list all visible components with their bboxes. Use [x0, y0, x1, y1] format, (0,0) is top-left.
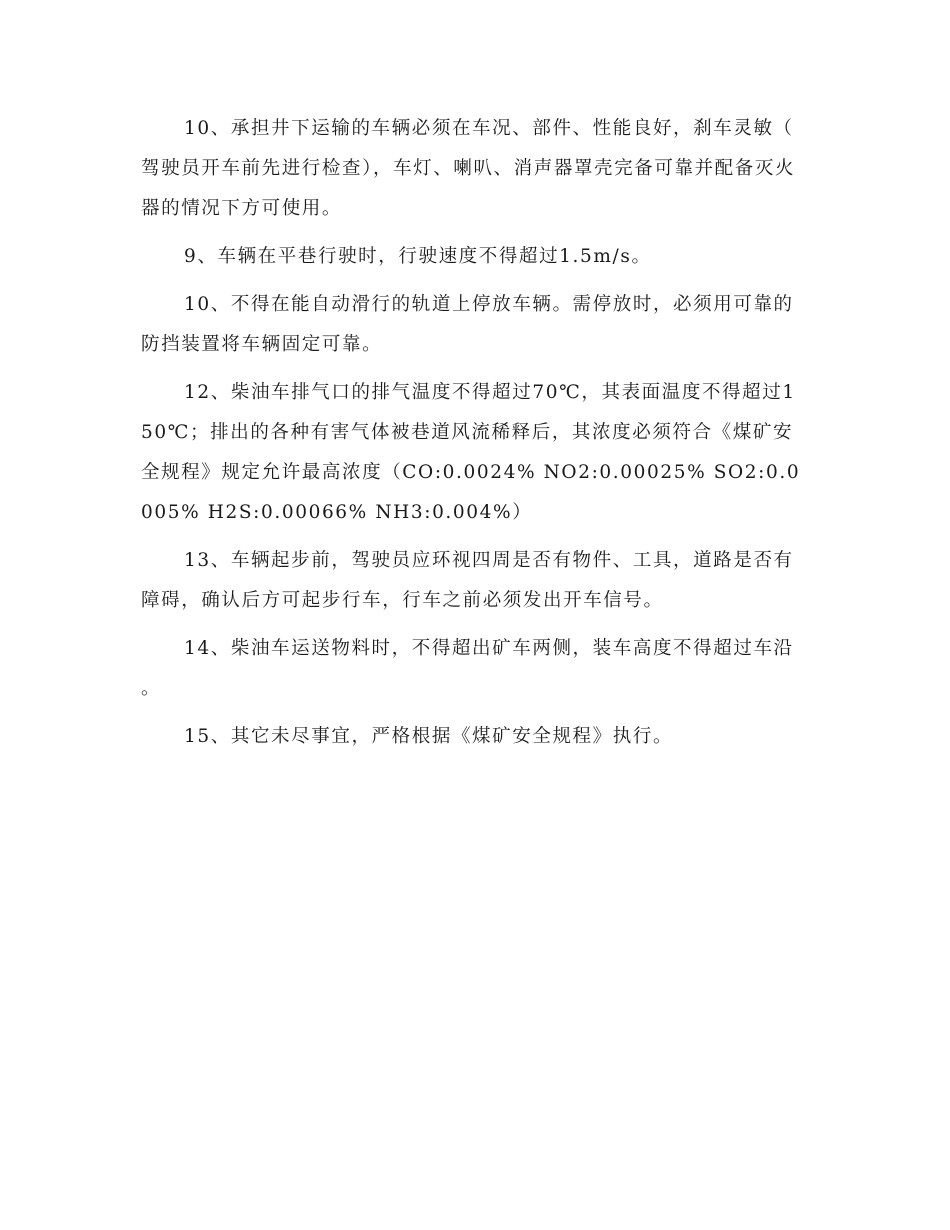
paragraph-item-9-speed-limit: 9、车辆在平巷行驶时，行驶速度不得超过1.5m/s。 [184, 246, 652, 267]
paragraph-item-10-vehicle-condition: 10、承担井下运输的车辆必须在车况、部件、性能良好，刹车灵敏（驾驶员开车前先进行检查），车灯、喇叭、消声器罩壳完备可靠并配备灭火器的情况下方可使用。 [141, 118, 796, 219]
paragraph-item-15-other: 15、其它未尽事宜，严格根据《煤矿安全规程》执行。 [184, 726, 674, 747]
document-body [141, 109, 801, 765]
paragraph-item-12-exhaust: 12、柴油车排气口的排气温度不得超过70℃，其表面温度不得超过150℃；排出的各种有害气体被巷道风流稀释后，其浓度必须符合《煤矿安全规程》规定允许最高浓度（CO:0.0024% NO2:0.00025% SO2:0.0005% H2S:0.00066% NH3:0.004%） [141, 382, 801, 523]
paragraph-item-10-parking: 10、不得在能自动滑行的轨道上停放车辆。需停放时，必须用可靠的防挡装置将车辆固定可靠。 [141, 294, 794, 355]
paragraph-item-14-loading: 14、柴油车运送物料时，不得超出矿车两侧，装车高度不得超过车沿。 [141, 638, 794, 699]
paragraph-item-13-startup: 13、车辆起步前，驾驶员应环视四周是否有物件、工具，道路是否有障碍，确认后方可起步行车，行车之前必须发出开车信号。 [141, 550, 794, 611]
